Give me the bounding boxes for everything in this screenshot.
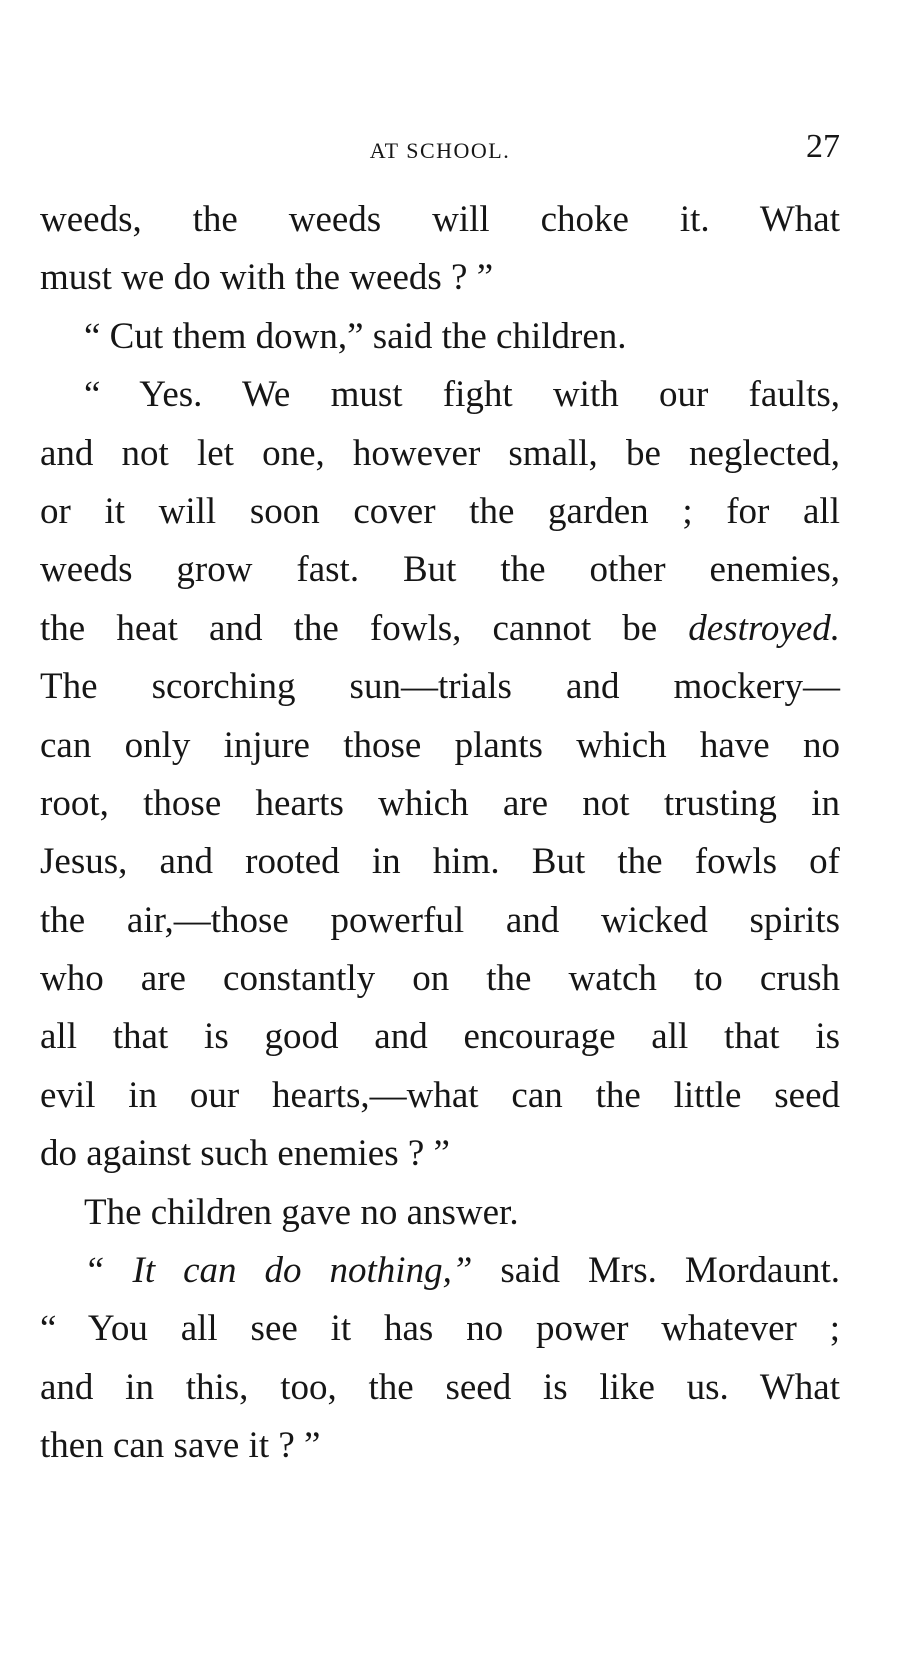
text-line (40, 1242, 840, 1300)
text-line: who are constantly on the watch to crush (40, 958, 840, 1000)
text-line: all that is good and encourage all that is (40, 1016, 840, 1058)
text-line: “ You all see it has no power whatever ; (40, 1308, 840, 1350)
text-line: “ Cut them down,” said the children. (84, 315, 627, 357)
text-line: and in this, too, the seed is like us. What (40, 1366, 840, 1408)
text-line: weeds, the weeds will choke it. What (40, 199, 840, 240)
text-line: or it will soon cover the garden ; for all (40, 490, 840, 532)
running-head (40, 128, 840, 168)
text-line: then can save it ? ” (40, 1425, 321, 1467)
text-line: root, those hearts which are not trusting in (40, 782, 840, 824)
text-line: can only injure those plants which have no (40, 724, 840, 766)
text-line: do against such enemies ? ” (40, 1133, 450, 1175)
italic-text: destroyed. (688, 607, 841, 649)
text-line: evil in our hearts,—what can the little seed (40, 1074, 840, 1116)
text-line: “ Yes. We must fight with our faults, (84, 374, 840, 416)
text-line: The scorching sun—trials and mockery— (40, 666, 840, 708)
text-line (40, 600, 840, 658)
text-line: Jesus, and rooted in him. But the fowls of (40, 841, 840, 883)
text-line: weeds grow fast. But the other enemies, (40, 549, 840, 591)
running-head-title: AT SCHOOL. (369, 138, 511, 163)
text-line: must we do with the weeds ? ” (40, 257, 494, 299)
text-segment: said Mrs. Mordaunt. (500, 1250, 840, 1292)
page-number: 27 (806, 128, 840, 165)
text-line: and not let one, however small, be neglected, (40, 432, 840, 474)
text-line: The children gave no answer. (84, 1191, 519, 1233)
body-text (40, 191, 840, 1476)
italic-text: “ It can do nothing,” (84, 1250, 473, 1292)
text-line: the air,—those powerful and wicked spirits (40, 899, 840, 941)
text-segment: the heat and the fowls, cannot be (40, 607, 658, 649)
